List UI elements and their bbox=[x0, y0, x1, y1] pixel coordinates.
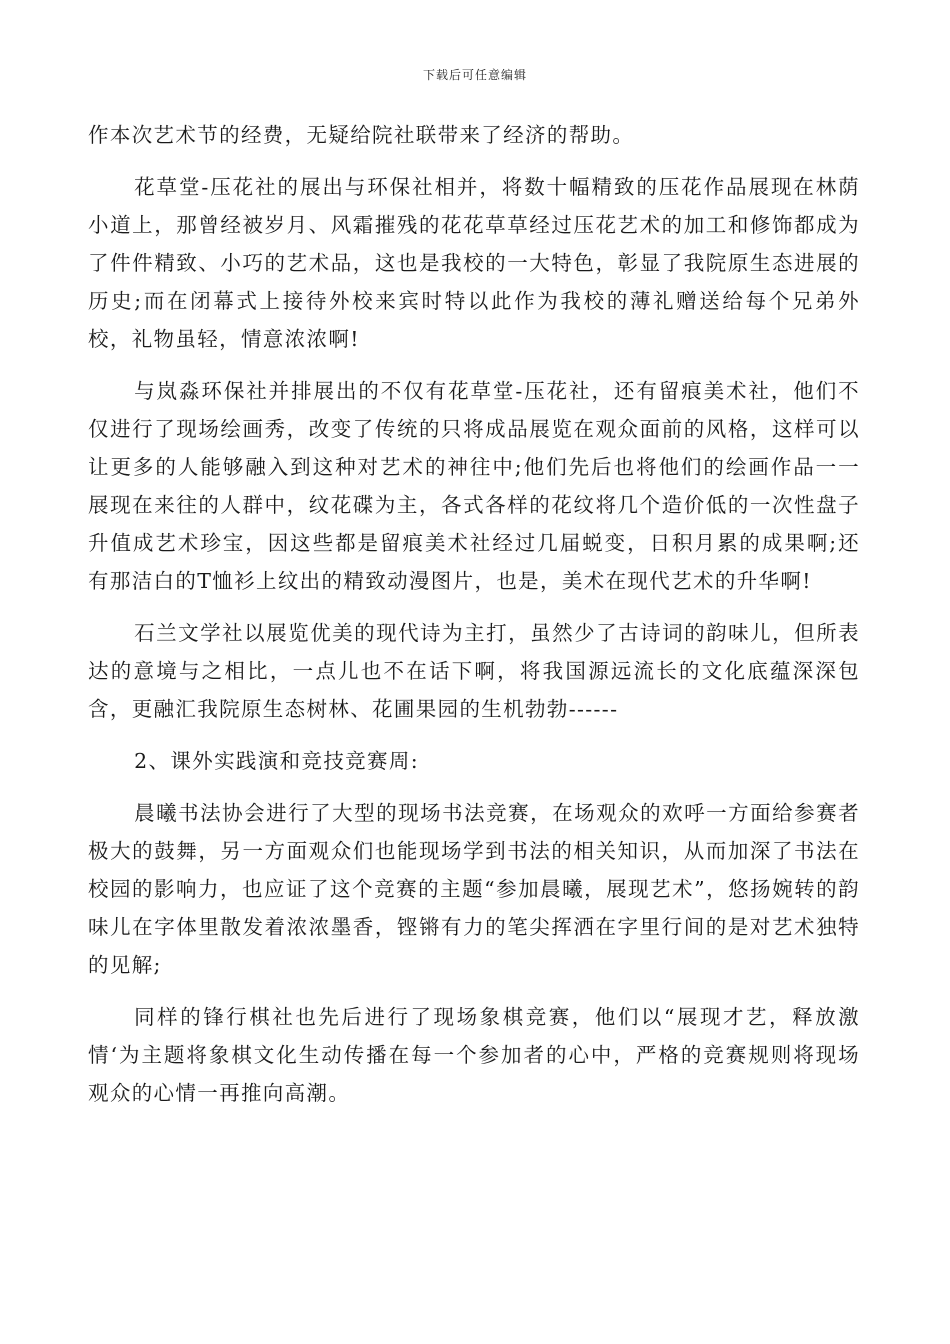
paragraph-art-club: 与岚淼环保社并排展出的不仅有花草堂-压花社，还有留痕美术社，他们不仅进行了现场绘画秀，改变了传统的只将成品展览在观众面前的风格，这样可以让更多的人能够融入到这种对艺术的神往中;他们先后也将他们的绘画作品一一展现在来往的人群中，纹花碟为主，各式各样的花纹将几个造价低的一次性盘子升值成艺术珍宝，因这些都是留痕美术社经过几届蜕变，日积月累的成果啊;还有那洁白的T恤衫上纹出的精致动漫图片，也是，美术在现代艺术的升华啊! bbox=[88, 379, 860, 593]
paragraph-pressed-flower-club: 花草堂-压花社的展出与环保社相并，将数十幅精致的压花作品展现在林荫小道上，那曾经被岁月、风霜摧残的花花草草经过压花艺术的加工和修饰都成为了件件精致、小巧的艺术品，这也是我校的一大特色，彰显了我院原生态进展的历史;而在闭幕式上接待外校来宾时特以此作为我校的薄礼赠送给每个兄弟外校，礼物虽轻，情意浓浓啊! bbox=[88, 175, 860, 351]
page-header: 下载后可任意编辑 bbox=[422, 68, 527, 82]
section-heading-practice-week: 2、课外实践演和竞技竞赛周: bbox=[134, 749, 419, 773]
paragraph-literature-club: 石兰文学社以展览优美的现代诗为主打，虽然少了古诗词的韵味儿，但所表达的意境与之相比，一点儿也不在话下啊，将我国源远流长的文化底蕴深深包含，更融汇我院原生态树林、花圃果园的生机勃勃------ bbox=[88, 621, 860, 721]
document-body bbox=[88, 116, 860, 1126]
paragraph-continuation: 作本次艺术节的经费，无疑给院社联带来了经济的帮助。 bbox=[88, 123, 635, 147]
paragraph-chess-club: 同样的锋行棋社也先后进行了现场象棋竞赛，他们以“展现才艺，释放激情‘为主题将象棋文化生动传播在每一个参加者的心中，严格的竞赛规则将现场观众的心情一再推向高潮。 bbox=[88, 1005, 860, 1105]
paragraph-calligraphy-association: 晨曦书法协会进行了大型的现场书法竞赛，在场观众的欢呼一方面给参赛者极大的鼓舞，另一方面观众们也能现场学到书法的相关知识，从而加深了书法在校园的影响力，也应证了这个竞赛的主题“参加晨曦，展现艺术”，悠扬婉转的韵味儿在字体里散发着浓浓墨香，铿锵有力的笔尖挥洒在字里行间的是对艺术独特的见解; bbox=[88, 801, 860, 977]
